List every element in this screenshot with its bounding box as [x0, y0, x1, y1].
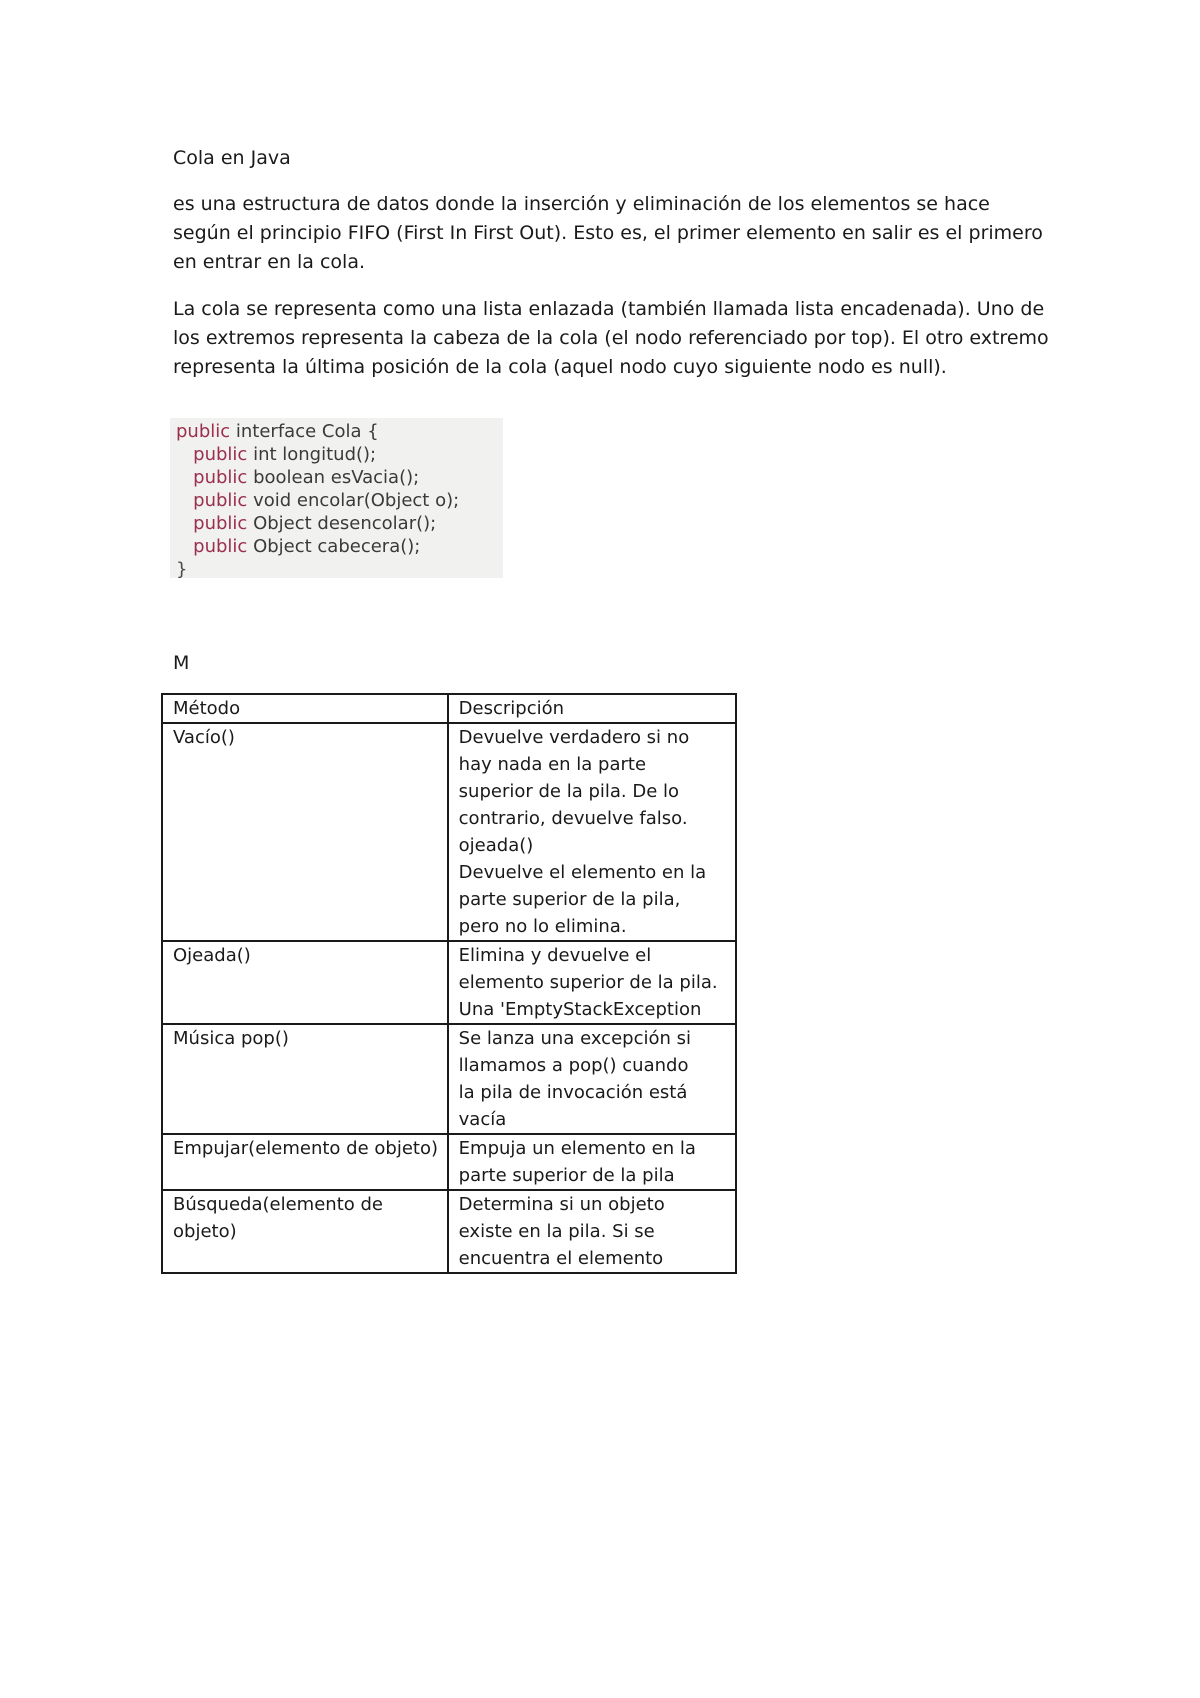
- code-line: [176, 443, 503, 466]
- description-line: Devuelve verdadero si no: [458, 727, 690, 748]
- description-line: existe en la pila. Si se: [458, 1221, 655, 1242]
- description-cell: [448, 941, 736, 1024]
- methods-table: [161, 693, 737, 1274]
- method-cell: Búsqueda(elemento de objeto): [162, 1190, 448, 1273]
- description-line: Se lanza una excepción si: [458, 1028, 691, 1049]
- description-line: Devuelve el elemento en la: [458, 862, 707, 883]
- description-cell: [448, 1024, 736, 1134]
- description-line: parte superior de la pila: [458, 1165, 675, 1186]
- table-body: [162, 723, 736, 1273]
- description-cell: [448, 1134, 736, 1190]
- page-title: Cola en Java: [173, 147, 291, 169]
- stray-letter: M: [173, 652, 190, 674]
- description-line: Empuja un elemento en la: [458, 1138, 696, 1159]
- header-description: Descripción: [448, 694, 736, 723]
- code-keyword: public: [176, 421, 231, 442]
- description-line: contrario, devuelve falso.: [458, 808, 688, 829]
- description-line: la pila de invocación está: [458, 1082, 688, 1103]
- code-text: interface Cola {: [230, 421, 379, 442]
- description-line: hay nada en la parte: [458, 754, 647, 775]
- table-row: [162, 1134, 736, 1190]
- code-line: [176, 489, 503, 512]
- header-method: Método: [162, 694, 448, 723]
- description-line: parte superior de la pila,: [458, 889, 681, 910]
- table-row: [162, 1190, 736, 1273]
- code-text: Object cabecera();: [247, 536, 421, 557]
- table-row: [162, 723, 736, 941]
- table-header-row: [162, 694, 736, 723]
- code-line: [176, 512, 503, 535]
- method-cell: Vacío(): [162, 723, 448, 941]
- code-line: }: [176, 559, 188, 580]
- method-cell: Empujar(elemento de objeto): [162, 1134, 448, 1190]
- intro-paragraph: es una estructura de datos donde la inserción y eliminación de los elementos se hace según el principio FIFO (First In First Out). Esto es, el primer elemento en salir es el primero en entrar en la cola.: [173, 193, 1043, 273]
- table-row: [162, 941, 736, 1024]
- code-text: Object desencolar();: [247, 513, 437, 534]
- code-text: boolean esVacia();: [247, 467, 420, 488]
- description-line: ojeada(): [458, 835, 534, 856]
- description-line: elemento superior de la pila.: [458, 972, 718, 993]
- code-keyword: public: [193, 513, 248, 534]
- code-text: void encolar(Object o);: [247, 490, 460, 511]
- code-keyword: public: [193, 467, 248, 488]
- description-line: superior de la pila. De lo: [458, 781, 680, 802]
- method-cell: Ojeada(): [162, 941, 448, 1024]
- description-cell: [448, 723, 736, 941]
- description-line: encuentra el elemento: [458, 1248, 664, 1269]
- description-cell: [448, 1190, 736, 1273]
- description-line: llamamos a pop() cuando: [458, 1055, 689, 1076]
- code-keyword: public: [193, 444, 248, 465]
- description-line: Una 'EmptyStackException: [458, 999, 702, 1020]
- linked-list-paragraph: La cola se representa como una lista enlazada (también llamada lista encadenada). Uno de los extremos representa la cabeza de la cola (el nodo referenciado por top). El otro extremo representa la última posición de la cola (aquel nodo cuyo siguiente nodo es null).: [173, 298, 1049, 378]
- code-keyword: public: [193, 536, 248, 557]
- code-line: [176, 535, 503, 558]
- code-text: int longitud();: [247, 444, 377, 465]
- code-line: [176, 420, 503, 443]
- description-line: vacía: [458, 1109, 507, 1130]
- description-line: Elimina y devuelve el: [458, 945, 652, 966]
- code-keyword: public: [193, 490, 248, 511]
- table-row: [162, 1024, 736, 1134]
- code-line: [176, 466, 503, 489]
- code-snippet-image: [170, 418, 503, 578]
- description-line: Determina si un objeto: [458, 1194, 665, 1215]
- description-line: pero no lo elimina.: [458, 916, 627, 937]
- method-cell: Música pop(): [162, 1024, 448, 1134]
